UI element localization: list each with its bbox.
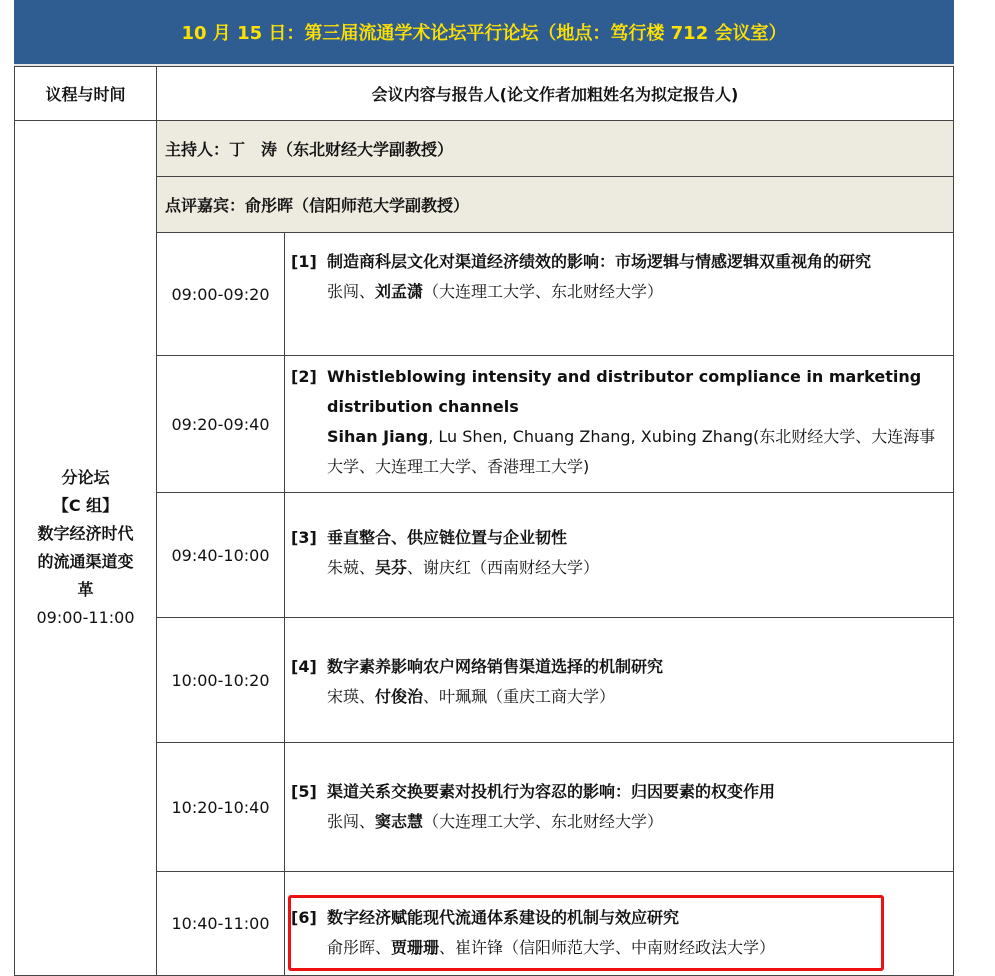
presenter-name: 吴芬 [375,558,408,577]
author-text: 、崔许锋（信阳师范大学、中南财经政法大学） [439,938,776,957]
author-text: 、谢庆红（西南财经大学） [407,558,600,577]
session-group: 【C 组】 [52,496,119,515]
talk-title: 垂直整合、供应链位置与企业韧性 [327,528,568,547]
presenter-name: 付俊治 [375,687,424,706]
date-banner: 10 月 15 日：第三届流通学术论坛平行论坛（地点：笃行楼 712 会议室） [14,0,954,66]
author-text: （大连理工大学、东北财经大学） [423,282,664,301]
author-text: 俞彤晖、 [327,938,392,957]
host-row: 主持人：丁 涛（东北财经大学副教授） [156,120,954,177]
author-text: , Lu Shen, Chuang Zhang, Xubing Zhang(东北财经大学、大连海事大学、大连理工大学、香港理工大学) [327,427,936,476]
talk-time: 09:40-10:00 [156,492,285,618]
talk-authors [291,682,947,712]
session-line1: 分论坛 [61,468,110,487]
talk-authors [291,422,947,482]
talk-time: 09:00-09:20 [156,232,285,356]
talk-title: 制造商科层文化对渠道经济绩效的影响：市场逻辑与情感逻辑双重视角的研究 [327,252,872,271]
talk-title: Whistleblowing intensity and distributor compliance in marketing distribution channels [327,367,922,416]
author-text: 张闯、 [327,812,376,831]
presenter-name: 贾珊珊 [391,938,440,957]
talk-number: [6] [291,908,317,927]
talk-cell [284,355,954,493]
talk-number: [5] [291,782,317,801]
talk-time: 10:20-10:40 [156,742,285,872]
talk-cell [284,742,954,872]
talk-title: 渠道关系交换要素对投机行为容忍的影响：归因要素的权变作用 [327,782,776,801]
highlight-box [288,895,884,971]
session-time: 09:00-11:00 [36,608,135,627]
talk-authors [291,553,947,583]
session-theme-1: 数字经济时代 [37,524,134,543]
header-agenda-time: 议程与时间 [14,66,157,121]
author-text: （大连理工大学、东北财经大学） [423,812,664,831]
talk-number: [1] [291,252,317,271]
talk-number: [3] [291,528,317,547]
author-text: 、叶珮珮（重庆工商大学） [423,687,616,706]
talk-number: [2] [291,367,317,386]
talk-time: 10:00-10:20 [156,617,285,743]
author-text: 朱兢、 [327,558,376,577]
reviewer-row: 点评嘉宾：俞彤晖（信阳师范大学副教授） [156,176,954,233]
talk-number: [4] [291,657,317,676]
session-theme-3: 革 [77,580,94,599]
author-text: 张闯、 [327,282,376,301]
talk-title: 数字素养影响农户网络销售渠道选择的机制研究 [327,657,664,676]
talk-cell [284,617,954,743]
talk-cell [284,492,954,618]
talk-time: 10:40-11:00 [156,871,285,976]
talk-authors [291,277,947,307]
talk-authors [291,807,947,837]
presenter-name: 刘孟潇 [375,282,424,301]
talk-title: 数字经济赋能现代流通体系建设的机制与效应研究 [327,908,680,927]
header-content-speakers: 会议内容与报告人(论文作者加粗姓名为拟定报告人) [156,66,954,121]
presenter-name: 窦志慧 [375,812,424,831]
session-theme-2: 的流通渠道变 [37,552,134,571]
talk-cell [284,232,954,356]
author-text: 宋瑛、 [327,687,376,706]
presenter-name: Sihan Jiang [327,427,429,446]
session-cell [14,120,157,976]
talk-time: 09:20-09:40 [156,355,285,493]
